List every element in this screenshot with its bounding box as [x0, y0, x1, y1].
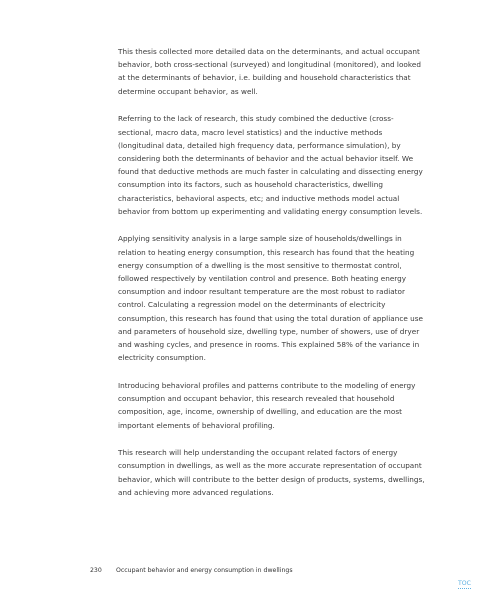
paragraph-conclusion: This research will help understanding the occupant related factors of energy consumption in dwellings, as well as the more accurate representation of occupant behavior, which will contribute to the better design of products, systems, dwellings, and achieving more advanced regulations.	[118, 448, 425, 497]
paragraph-behavioral-profiles: Introducing behavioral profiles and patterns contribute to the modeling of energy consumption and occupant behavior, this research revealed that household composition, age, income, ownership of dwelling, and education are the most important elements of behavioral profiling.	[118, 380, 416, 430]
paragraph-data-collection: This thesis collected more detailed data on the determinants, and actual occupant behavior, both cross-sectional (surveyed) and longitudinal (monitored), and looked at the determinants of behavior, i.e. building and household characteristics that determine occupant behavior, as well.	[118, 47, 421, 96]
thesis-body-text	[118, 45, 428, 514]
paragraph-methods: Referring to the lack of research, this study combined the deductive (cross-sectional, macro data, macro level statistics) and the inductive methods (longitudinal data, detailed high frequency data, performance simulation), by considering both the determinants of behavior and the actual behavior itself. We found that deductive methods are much faster in calculating and dissecting energy consumption into its factors, such as household characteristics, dwelling characteristics, behavioral aspects, etc; and inductive methods model actual behavior from bottom up experimenting and validating energy consumption levels.	[118, 114, 423, 216]
page-footer	[90, 566, 293, 575]
running-title: Occupant behavior and energy consumption in dwellings	[116, 567, 293, 574]
toc-link[interactable]: TOC	[458, 580, 471, 587]
paragraph-sensitivity-analysis: Applying sensitivity analysis in a large sample size of households/dwellings in relation to heating energy consumption, this research has found that the heating energy consumption of a dwelling is the most sensitive to thermostat control, followed respectively by ventilation control and presence. Both heating energy consumption and indoor resultant temperature are the most robust to radiator control. Calculating a regression model on the determinants of electricity consumption, this research has found that using the total duration of appliance use and parameters of household size, dwelling type, number of showers, use of dryer and washing cycles, and presence in rooms. This explained 58% of the variance in electricity consumption.	[118, 234, 424, 363]
page-number: 230	[90, 567, 102, 574]
